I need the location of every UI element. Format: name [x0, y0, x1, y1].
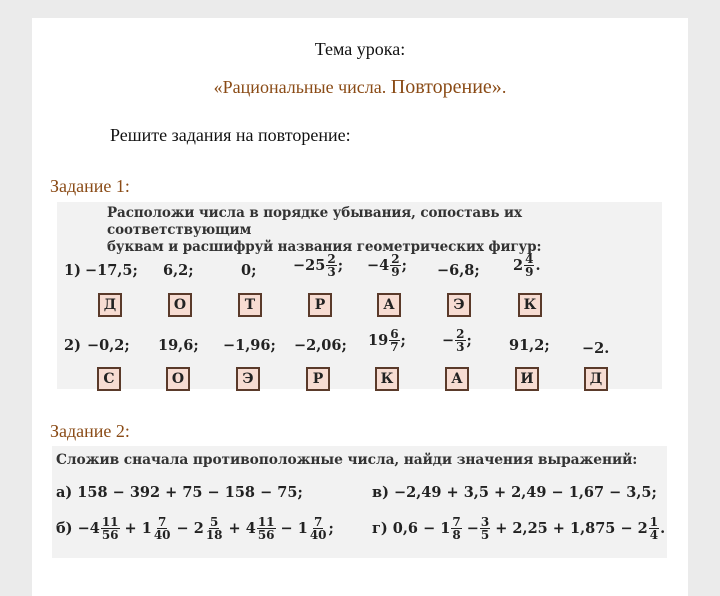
expression-a: а) 158 − 392 + 75 − 158 − 75; [56, 484, 303, 501]
letter-box: О [166, 367, 190, 391]
task2-label: Задание 2: [50, 421, 130, 441]
row2-item: − $\frac{2}{3}$ ; [442, 327, 472, 354]
task1-image [57, 202, 662, 389]
letter-box: О [168, 293, 192, 317]
letter-box: Д [98, 293, 122, 317]
letter-box: К [375, 367, 399, 391]
letter-box: К [518, 293, 542, 317]
task2-instruction: Сложив сначала противоположные числа, найди значения выражений: [56, 452, 638, 468]
row2-item: −2. [582, 340, 610, 357]
task1-label: Задание 1: [50, 176, 130, 196]
letter-box: Р [308, 293, 332, 317]
row1-item: 2 $\frac{4}{9}$ . [513, 252, 541, 279]
row1-item: −17,5; [85, 262, 138, 279]
row1-item: −4 $\frac{2}{9}$ ; [367, 252, 407, 279]
row2-prefix: 2) [64, 337, 81, 354]
row1-item: −25 $\frac{2}{3}$ ; [293, 252, 344, 279]
letter-box: Э [236, 367, 260, 391]
letter-box: А [445, 367, 469, 391]
letter-box: А [377, 293, 401, 317]
row1-item: 6,2; [163, 262, 194, 279]
lesson-topic-heading: Тема урока: [314, 39, 406, 59]
row2-item: 19,6; [158, 337, 199, 354]
row2-item: 19 $\frac{6}{7}$ ; [368, 327, 406, 354]
letter-box: С [97, 367, 121, 391]
letter-box: Р [306, 367, 330, 391]
letter-box: Э [447, 293, 471, 317]
lesson-subtitle: «Рациональные числа. Повторение». [213, 76, 507, 98]
letter-box: Д [584, 367, 608, 391]
row1-prefix: 1) [64, 262, 81, 279]
row1-item: −6,8; [437, 262, 480, 279]
row2-item: 91,2; [509, 337, 550, 354]
row1-item: 0; [241, 262, 257, 279]
document-page [32, 18, 688, 596]
expression-v: в) −2,49 + 3,5 + 2,49 − 1,67 − 3,5; [372, 484, 657, 501]
letter-box: Т [238, 293, 262, 317]
task1-instruction: Расположи числа в порядке убывания, сопоставь их соответствующим буквам и расшифруй названия геометрических фигур: [107, 205, 542, 255]
instruction-text: Решите задания на повторение: [110, 125, 351, 145]
row2-item: −0,2; [87, 337, 130, 354]
expression-g: г) 0,6 − 1 $\frac{7}{8}$ − $\frac{3}{5}$ + 2,25 + 1,875 − 2 $\frac{1}{4}$ . [372, 515, 666, 542]
letter-box: И [515, 367, 539, 391]
task2-image [52, 446, 667, 558]
expression-b: б) −4 $\frac{11}{56}$ + 1 $\frac{7}{40}$ − 2 $\frac{5}{18}$ + 4 $\frac{11}{56}$ − 1 $\frac{7}{40}$ ; [56, 515, 334, 542]
row2-item: −2,06; [294, 337, 347, 354]
row2-item: −1,96; [223, 337, 276, 354]
